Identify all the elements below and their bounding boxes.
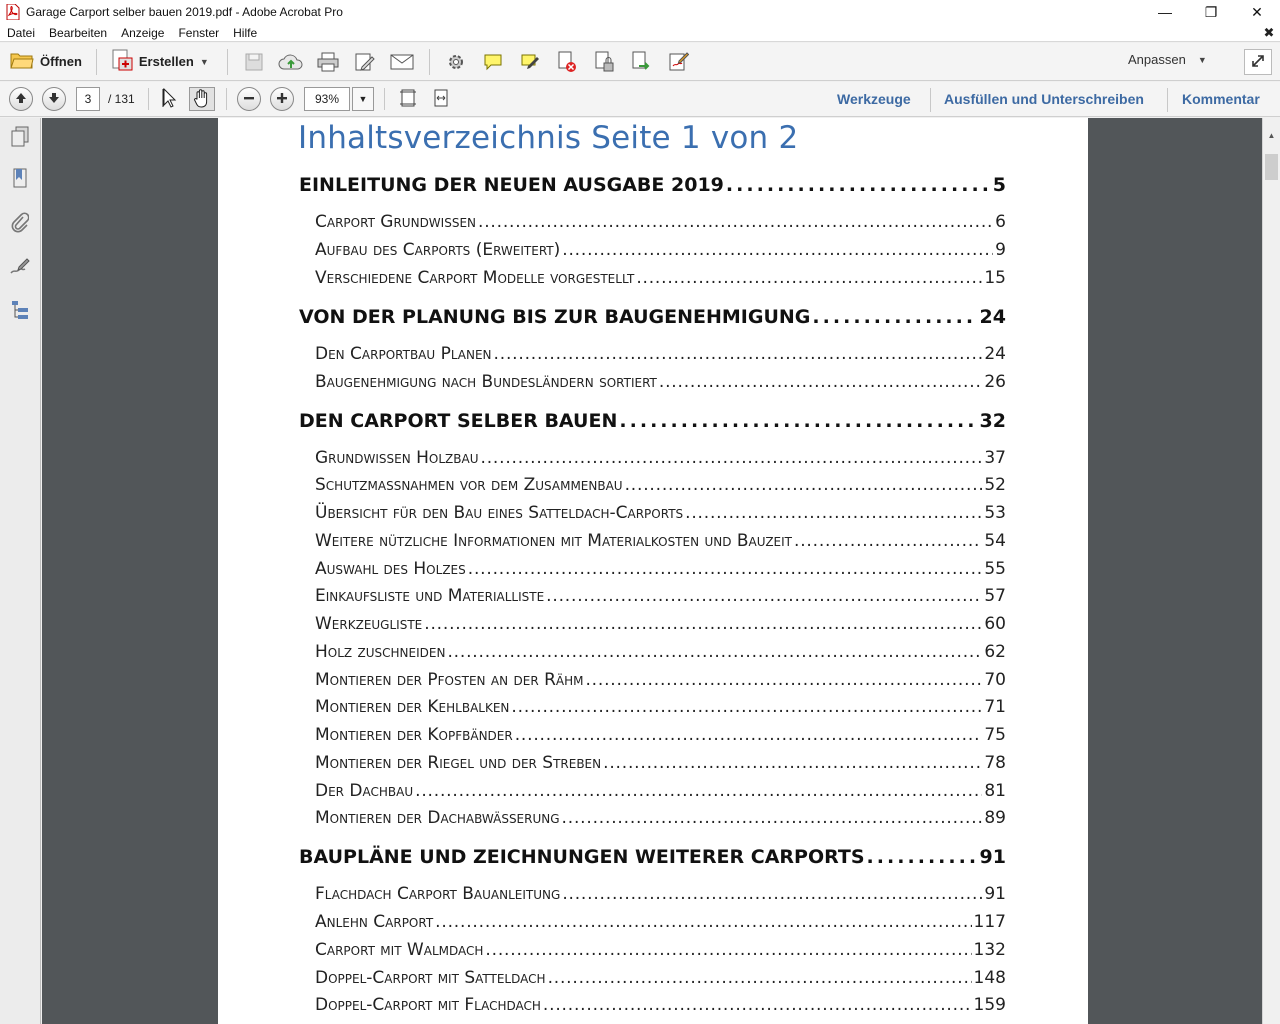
attachments-button[interactable]	[8, 212, 32, 238]
sign-button[interactable]	[660, 47, 697, 77]
fit-page-icon	[399, 88, 417, 111]
toc-page-number: 32	[979, 410, 1006, 432]
toc-section-entry[interactable]	[315, 240, 1006, 260]
speech-bubble-icon	[482, 52, 504, 72]
plus-icon	[276, 92, 288, 107]
toc-entry-title: EINLEITUNG DER NEUEN AUSGABE 2019	[299, 174, 724, 196]
toc-dot-leader	[685, 503, 982, 523]
zoom-out-button[interactable]	[237, 87, 261, 111]
content-tree-icon	[10, 299, 30, 326]
toolbar-separator	[429, 49, 430, 75]
export-document-icon	[630, 51, 652, 73]
toc-entry-title: Flachdach Carport Bauanleitung	[315, 884, 561, 904]
toc-dot-leader	[619, 410, 977, 432]
toc-dot-leader	[794, 531, 982, 551]
toc-page-number: 91	[979, 846, 1006, 868]
settings-button[interactable]	[438, 47, 475, 77]
toc-entry-title: Doppel-Carport mit Flachdach	[315, 995, 541, 1015]
page-thumbnails-button[interactable]	[8, 126, 32, 152]
toolbar-separator	[384, 88, 385, 110]
toc-page-number: 6	[995, 212, 1006, 232]
toc-page-number: 53	[984, 503, 1006, 523]
toc-section-entry[interactable]	[315, 912, 1006, 932]
toc-entry-title: Carport Grundwissen	[315, 212, 477, 232]
page-total: / 131	[108, 92, 135, 106]
toc-dot-leader	[812, 306, 977, 328]
toc-chapter-entry[interactable]	[299, 846, 1006, 868]
menu-bar	[0, 24, 1280, 42]
toc-page-number: 62	[984, 642, 1006, 662]
customize-button[interactable]	[1128, 52, 1207, 67]
minus-icon	[243, 92, 255, 107]
toc-page-number: 75	[984, 725, 1006, 745]
zoom-in-button[interactable]	[270, 87, 294, 111]
toc-page-number: 24	[979, 306, 1006, 328]
open-button[interactable]	[4, 48, 88, 76]
sign-document-icon	[667, 51, 689, 73]
scroll-up-button[interactable]: ▲	[1267, 131, 1276, 140]
toc-entry-title: Schutzmaßnahmen vor dem Zusammenbau	[315, 475, 623, 495]
toc-entry-title: Grundwissen Holzbau	[315, 448, 479, 468]
toc-page-number: 70	[984, 670, 1006, 690]
toc-section-entry[interactable]	[315, 503, 1006, 523]
toc-page-number: 15	[984, 268, 1006, 288]
toc-entry-title: VON DER PLANUNG BIS ZUR BAUGENEHMIGUNG	[299, 306, 811, 328]
menu-datei[interactable]: Datei	[7, 25, 36, 40]
cursor-arrow-icon	[162, 88, 178, 111]
toc-entry-title: BAUPLÄNE UND ZEICHNUNGEN WEITERER CARPORTS	[299, 846, 865, 868]
toc-dot-leader	[468, 559, 983, 579]
full-screen-button[interactable]	[1244, 49, 1272, 75]
create-pdf-icon	[111, 49, 133, 74]
toc-dot-leader	[562, 808, 983, 828]
toc-section-entry[interactable]	[315, 995, 1006, 1015]
create-label: Erstellen	[138, 54, 194, 69]
arrow-up-icon	[15, 92, 27, 107]
toc-page-number: 71	[984, 697, 1006, 717]
previous-page-button[interactable]	[9, 87, 33, 111]
toc-entry-title: Carport mit Walmdach	[315, 940, 484, 960]
edit-button[interactable]	[347, 47, 384, 77]
zoom-dropdown-button[interactable]	[352, 87, 374, 111]
toc-page-number: 91	[984, 884, 1006, 904]
export-button[interactable]	[623, 47, 660, 77]
toc-dot-leader	[625, 475, 983, 495]
navigation-pane	[0, 118, 41, 1024]
toolbar-separator	[148, 88, 149, 110]
menu-anzeige[interactable]: Anzeige	[121, 25, 165, 40]
toc-section-entry[interactable]	[315, 559, 1006, 579]
restore-button[interactable]: ❐	[1204, 3, 1218, 20]
toc-section-entry[interactable]	[315, 725, 1006, 745]
protect-button[interactable]	[586, 47, 623, 77]
menu-bearbeiten[interactable]: Bearbeiten	[49, 25, 108, 40]
toc-section-entry[interactable]	[315, 753, 1006, 773]
toc-page-number: 54	[984, 531, 1006, 551]
acrobat-pdf-icon	[6, 4, 20, 20]
toc-dot-leader	[415, 781, 982, 801]
customize-label: Anpassen	[1128, 52, 1186, 67]
toolbar-separator	[227, 49, 228, 75]
toc-dot-leader	[447, 642, 982, 662]
toc-entry-title: Weitere nützliche Informationen mit Materialkosten und Bauzeit	[315, 531, 792, 551]
toc-section-entry[interactable]	[315, 808, 1006, 828]
toc-section-entry[interactable]	[315, 697, 1006, 717]
toc-page-number: 117	[973, 912, 1006, 932]
main-toolbar	[0, 43, 1280, 81]
create-button[interactable]	[105, 48, 215, 76]
highlight-button[interactable]	[512, 47, 549, 77]
toc-dot-leader	[435, 912, 971, 932]
chevron-down-icon: ▼	[358, 94, 368, 104]
window-title: Garage Carport selber bauen 2019.pdf - Adobe Acrobat Pro	[26, 5, 343, 19]
toc-entry-title: Montieren der Pfosten an der Rähm	[315, 670, 584, 690]
save-icon	[244, 52, 264, 72]
expand-icon	[1250, 53, 1266, 72]
edit-document-icon	[354, 52, 376, 72]
toc-page-number: 5	[992, 174, 1006, 196]
toc-page-number: 24	[984, 344, 1006, 364]
toc-page-number: 37	[984, 448, 1006, 468]
toc-entry-title: Den Carportbau Planen	[315, 344, 492, 364]
tab-fill-sign[interactable]: Ausfüllen und Unterschreiben	[944, 91, 1144, 107]
toc-entry-title: Aufbau des Carports (Erweitert)	[315, 240, 561, 260]
remove-document-icon	[556, 51, 578, 73]
toc-page-number: 132	[973, 940, 1006, 960]
print-button[interactable]	[310, 47, 347, 77]
printer-icon	[317, 52, 339, 72]
upload-cloud-button[interactable]	[273, 47, 310, 77]
toc-entry-title: Verschiedene Carport Modelle vorgestellt	[315, 268, 635, 288]
toc-chapter-entry[interactable]	[299, 410, 1006, 432]
toc-page-number: 52	[984, 475, 1006, 495]
toc-entry-title: Auswahl des Holzes	[315, 559, 466, 579]
cloud-upload-icon	[278, 52, 304, 72]
chevron-down-icon: ▼	[199, 56, 209, 67]
fit-width-button[interactable]	[428, 87, 454, 111]
toc-section-entry[interactable]	[315, 268, 1006, 288]
toc-dot-leader	[726, 174, 991, 196]
toc-section-entry[interactable]	[315, 475, 1006, 495]
next-page-button[interactable]	[42, 87, 66, 111]
folder-icon	[10, 51, 34, 72]
minimize-button[interactable]: —	[1158, 4, 1172, 20]
toc-dot-leader	[480, 448, 982, 468]
toc-page-number: 148	[973, 968, 1006, 988]
signature-pen-icon	[9, 257, 31, 282]
toc-page-number: 55	[984, 559, 1006, 579]
toc-dot-leader	[511, 697, 982, 717]
toc-section-entry[interactable]	[315, 781, 1006, 801]
zoom-input[interactable]: 93%	[304, 87, 350, 111]
toc-section-entry[interactable]	[315, 372, 1006, 392]
save-button[interactable]	[236, 47, 273, 77]
hand-tool-button[interactable]	[189, 87, 215, 111]
toc-section-entry[interactable]	[315, 531, 1006, 551]
toc-entry-title: Holz zuschneiden	[315, 642, 446, 662]
page-title: Inhaltsverzeichnis Seite 1 von 2	[298, 120, 799, 156]
tab-comment[interactable]: Kommentar	[1182, 91, 1260, 107]
toc-page-number: 89	[984, 808, 1006, 828]
toc-section-entry[interactable]	[315, 448, 1006, 468]
toc-page-number: 78	[984, 753, 1006, 773]
toc-entry-title: Montieren der Riegel und der Streben	[315, 753, 602, 773]
toc-page-number: 159	[973, 995, 1006, 1015]
toc-section-entry[interactable]	[315, 670, 1006, 690]
toc-page-number: 81	[984, 781, 1006, 801]
toc-entry-title: DEN CARPORT SELBER BAUEN	[299, 410, 618, 432]
toc-dot-leader	[562, 240, 993, 260]
toc-page-number: 26	[984, 372, 1006, 392]
pages-icon	[10, 126, 30, 153]
envelope-icon	[390, 53, 414, 71]
navigation-toolbar	[0, 82, 1280, 117]
page-number-input[interactable]: 3	[76, 87, 100, 111]
toc-dot-leader	[543, 995, 972, 1015]
layers-button[interactable]	[8, 299, 32, 325]
select-tool-button[interactable]	[157, 87, 183, 111]
title-bar	[0, 0, 1280, 24]
toc-dot-leader	[548, 968, 972, 988]
toc-page-number: 9	[995, 240, 1006, 260]
pdf-page	[218, 118, 1088, 1024]
bookmarks-button[interactable]	[8, 168, 32, 194]
vertical-scrollbar[interactable]	[1262, 118, 1280, 1024]
toc-dot-leader	[659, 372, 982, 392]
toc-dot-leader	[494, 344, 983, 364]
toc-page-number: 57	[984, 586, 1006, 606]
toc-dot-leader	[485, 940, 971, 960]
toc-dot-leader	[546, 586, 982, 606]
toc-entry-title: Doppel-Carport mit Satteldach	[315, 968, 546, 988]
toc-section-entry[interactable]	[315, 940, 1006, 960]
toolbar-separator	[226, 88, 227, 110]
menu-fenster[interactable]: Fenster	[178, 25, 220, 40]
toc-section-entry[interactable]	[315, 586, 1006, 606]
toc-section-entry[interactable]	[315, 614, 1006, 634]
toc-entry-title: Einkaufsliste und Materialliste	[315, 586, 545, 606]
toc-dot-leader	[636, 268, 982, 288]
fit-page-button[interactable]	[395, 87, 421, 111]
toc-page-number: 60	[984, 614, 1006, 634]
toc-dot-leader	[603, 753, 982, 773]
toc-section-entry[interactable]	[315, 884, 1006, 904]
toc-dot-leader	[562, 884, 982, 904]
paperclip-icon	[11, 212, 29, 239]
toc-section-entry[interactable]	[315, 212, 1006, 232]
toc-entry-title: Baugenehmigung nach Bundesländern sortiert	[315, 372, 657, 392]
toc-entry-title: Montieren der Kopfbänder	[315, 725, 513, 745]
chevron-down-icon: ▼	[1197, 54, 1207, 65]
toc-dot-leader	[585, 670, 982, 690]
comment-button[interactable]	[475, 47, 512, 77]
toc-entry-title: Werkzeugliste	[315, 614, 423, 634]
toc-section-entry[interactable]	[315, 968, 1006, 988]
arrow-down-icon	[48, 92, 60, 107]
toc-entry-title: Anlehn Carport	[315, 912, 434, 932]
toc-section-entry[interactable]	[315, 642, 1006, 662]
toc-dot-leader	[867, 846, 978, 868]
hand-icon	[193, 88, 211, 111]
close-document-button[interactable]: ✖	[1263, 24, 1275, 40]
toc-section-entry[interactable]	[315, 344, 1006, 364]
toc-dot-leader	[515, 725, 983, 745]
toc-entry-title: Montieren der Dachabwässerung	[315, 808, 560, 828]
highlighter-icon	[519, 52, 541, 72]
toolbar-separator	[930, 88, 931, 112]
open-label: Öffnen	[40, 54, 82, 69]
toolbar-separator	[1167, 88, 1168, 112]
toc-dot-leader	[424, 614, 982, 634]
toc-entry-title: Montieren der Kehlbalken	[315, 697, 510, 717]
close-button[interactable]: ✕	[1251, 3, 1263, 20]
signatures-button[interactable]	[8, 256, 32, 282]
gear-icon	[446, 52, 466, 72]
toc-entry-title: Übersicht für den Bau eines Satteldach-Carports	[315, 503, 684, 523]
toc-entry-title: Der Dachbau	[315, 781, 414, 801]
tab-tools[interactable]: Werkzeuge	[837, 91, 911, 107]
toc-chapter-entry[interactable]	[299, 174, 1006, 196]
scrollbar-thumb[interactable]	[1265, 154, 1278, 180]
document-viewport[interactable]	[42, 118, 1262, 1024]
toolbar-separator	[96, 49, 97, 75]
delete-pages-button[interactable]	[549, 47, 586, 77]
toc-chapter-entry[interactable]	[299, 306, 1006, 328]
fit-width-icon	[432, 88, 450, 111]
toc-dot-leader	[478, 212, 993, 232]
bookmark-icon	[12, 168, 28, 195]
lock-document-icon	[593, 51, 615, 73]
email-button[interactable]	[384, 47, 421, 77]
menu-hilfe[interactable]: Hilfe	[233, 25, 258, 40]
